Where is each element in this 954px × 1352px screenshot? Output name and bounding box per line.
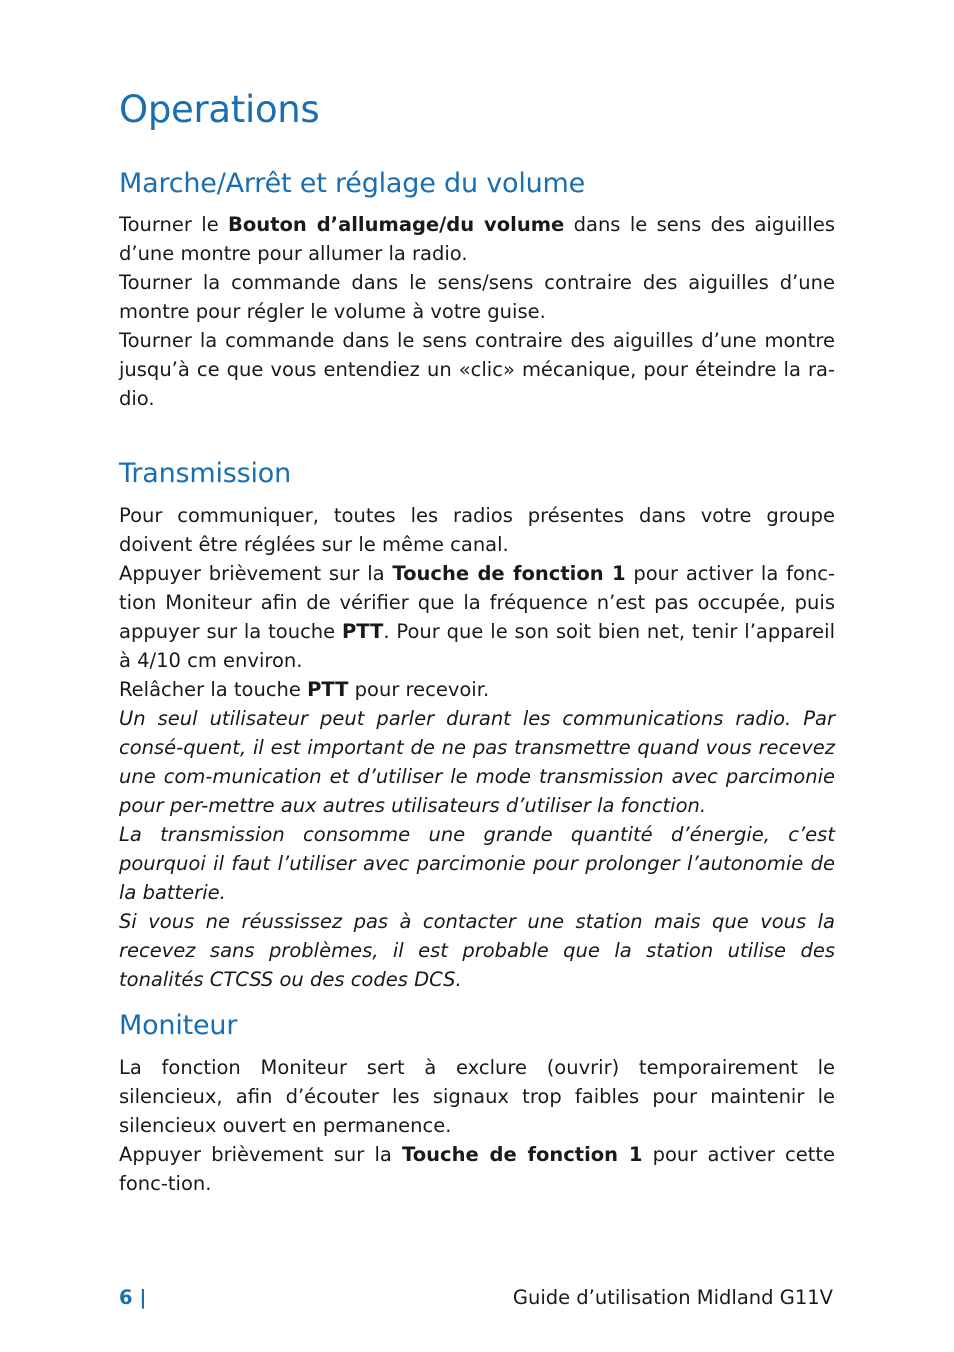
bold-term: PTT	[342, 620, 384, 643]
paragraph	[119, 675, 835, 704]
paragraph	[119, 559, 835, 675]
section-heading-moniteur: Moniteur	[119, 1010, 238, 1041]
section-body-moniteur	[119, 1053, 835, 1198]
footer-document-title: Guide d’utilisation Midland G11V	[512, 1286, 833, 1309]
page-title: Operations	[119, 88, 320, 131]
text-run: Tourner la commande dans le sens contraire des aiguilles d’une montre jusqu’à ce que vous entendiez un «clic» mécanique, pour éteindre la ra-dio.	[119, 329, 835, 410]
text-run: La transmission consomme une grande quantité d’énergie, c’est pourquoi il faut l’utiliser avec parcimonie pour prolonger l’autonomie de la batterie.	[119, 823, 835, 904]
text-run: Un seul utilisateur peut parler durant les communications radio. Par consé-quent, il est important de ne pas transmettre quand vous recevez une com-munication et d’utiliser le mode transmission avec parcimonie pour per-mettre aux autres utilisateurs d’utiliser la fonction.	[119, 707, 835, 817]
text-run: Relâcher la touche	[119, 678, 308, 701]
paragraph	[119, 210, 835, 268]
paragraph	[119, 1053, 835, 1140]
bold-term: Touche de fonction 1	[392, 562, 626, 585]
text-run: La fonction Moniteur sert à exclure (ouvrir) temporairement le silencieux, afin d’écouter les signaux trop faibles pour maintenir le silencieux ouvert en permanence.	[119, 1056, 835, 1137]
section-heading-transmission: Transmission	[119, 458, 292, 489]
paragraph	[119, 1140, 835, 1198]
text-run: pour activer cette fonc-tion.	[119, 1143, 835, 1195]
text-run: Tourner la commande dans le sens/sens contraire des aiguilles d’une montre pour régler le volume à votre guise.	[119, 271, 835, 323]
text-run: Si vous ne réussissez pas à contacter une station mais que vous la recevez sans problèmes, il est probable que la station utilise des tonalités CTCSS ou des codes DCS.	[119, 910, 835, 991]
paragraph	[119, 907, 835, 994]
text-run: pour activer la fonc-tion Moniteur afin de vérifier que la fréquence n’est pas occupée, puis appuyer sur la touche	[119, 562, 835, 643]
text-run: Appuyer brièvement sur la	[119, 1143, 403, 1166]
text-run: Appuyer brièvement sur la	[119, 562, 393, 585]
text-run: dans le sens des aiguilles d’une montre pour allumer la radio.	[119, 213, 835, 265]
text-run: pour recevoir.	[348, 678, 490, 701]
text-run: Pour communiquer, toutes les radios présentes dans votre groupe doivent être réglées sur le même canal.	[119, 504, 835, 556]
text-run: Tourner le	[119, 213, 229, 236]
paragraph	[119, 268, 835, 326]
paragraph	[119, 704, 835, 820]
paragraph	[119, 820, 835, 907]
bold-term: Bouton d’allumage/du volume	[228, 213, 565, 236]
paragraph	[119, 501, 835, 559]
page-number: 6 |	[119, 1286, 147, 1309]
section-body-transmission	[119, 501, 835, 994]
bold-term: Touche de fonction 1	[402, 1143, 643, 1166]
paragraph	[119, 326, 835, 413]
section-heading-volume: Marche/Arrêt et réglage du volume	[119, 168, 586, 199]
section-body-volume	[119, 210, 835, 413]
text-run: . Pour que le son soit bien net, tenir l’appareil à 4/10 cm environ.	[119, 620, 835, 672]
bold-term: PTT	[307, 678, 349, 701]
